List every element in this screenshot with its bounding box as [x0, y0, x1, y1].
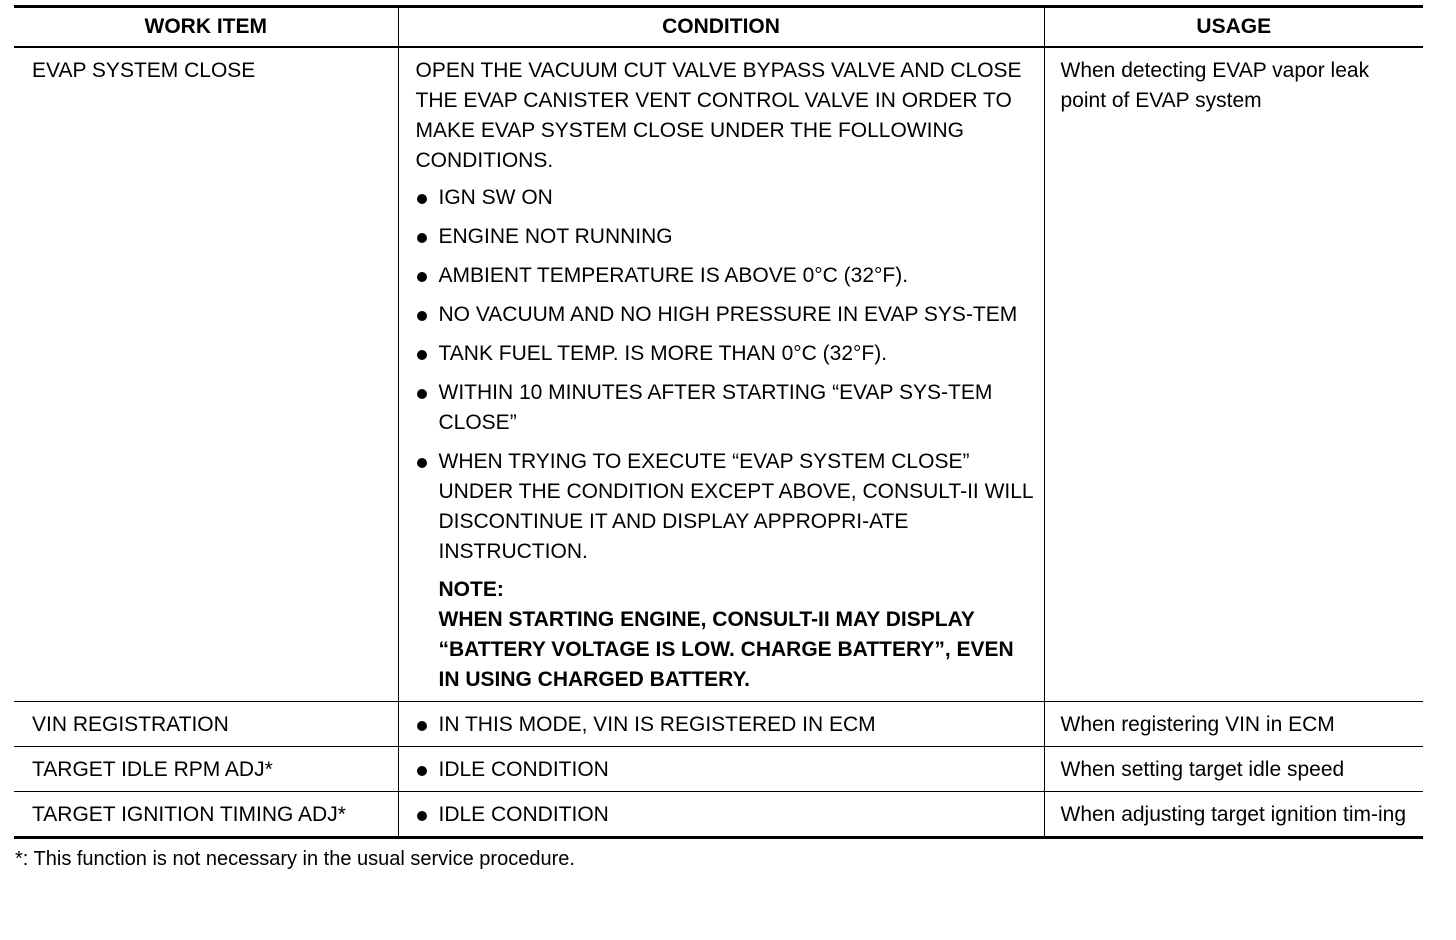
- condition-item: IN THIS MODE, VIN IS REGISTERED IN ECM: [416, 710, 1036, 740]
- usage-cell: When setting target idle speed: [1044, 747, 1423, 792]
- condition-item: IDLE CONDITION: [416, 800, 1036, 830]
- condition-item: NO VACUUM AND NO HIGH PRESSURE IN EVAP SYS-TEM: [416, 300, 1036, 330]
- work-item-cell: TARGET IDLE RPM ADJ*: [14, 747, 398, 792]
- condition-item: IGN SW ON: [416, 183, 1036, 213]
- condition-cell: [398, 47, 1044, 702]
- condition-cell: [398, 747, 1044, 792]
- work-support-sheet: [14, 5, 1423, 872]
- table-header-row: [14, 7, 1423, 48]
- header-usage: USAGE: [1044, 7, 1423, 48]
- condition-list: [416, 800, 1036, 830]
- note-text: WHEN STARTING ENGINE, CONSULT-II MAY DISPLAY “BATTERY VOLTAGE IS LOW. CHARGE BATTERY”, EVEN IN USING CHARGED BATTERY.: [438, 608, 1014, 691]
- table-row: [14, 747, 1423, 792]
- note-block: [439, 575, 1036, 695]
- condition-item: IDLE CONDITION: [416, 755, 1036, 785]
- condition-item: TANK FUEL TEMP. IS MORE THAN 0°C (32°F).: [416, 339, 1036, 369]
- condition-list: [416, 710, 1036, 740]
- work-support-table: [14, 5, 1423, 839]
- table-row: [14, 47, 1423, 702]
- work-item-cell: VIN REGISTRATION: [14, 702, 398, 747]
- work-item-cell: EVAP SYSTEM CLOSE: [14, 47, 398, 702]
- condition-item: WHEN TRYING TO EXECUTE “EVAP SYSTEM CLOSE” UNDER THE CONDITION EXCEPT ABOVE, CONSULT-II WILL DISCONTINUE IT AND DISPLAY APPROPRI-ATE INSTRUCTION.: [416, 447, 1036, 567]
- table-row: [14, 792, 1423, 838]
- usage-cell: When registering VIN in ECM: [1044, 702, 1423, 747]
- footnote: *: This function is not necessary in the usual service procedure.: [15, 848, 575, 870]
- note-label: NOTE:: [438, 578, 504, 601]
- condition-intro: OPEN THE VACUUM CUT VALVE BYPASS VALVE AND CLOSE THE EVAP CANISTER VENT CONTROL VALVE IN ORDER TO MAKE EVAP SYSTEM CLOSE UNDER THE FOLLOWING CONDITIONS.: [415, 59, 1022, 172]
- condition-cell: [398, 792, 1044, 838]
- work-item-cell: TARGET IGNITION TIMING ADJ*: [14, 792, 398, 838]
- header-condition: CONDITION: [398, 7, 1044, 48]
- usage-cell: When adjusting target ignition tim-ing: [1044, 792, 1423, 838]
- condition-item: WITHIN 10 MINUTES AFTER STARTING “EVAP SYS-TEM CLOSE”: [416, 378, 1036, 438]
- table-row: [14, 702, 1423, 747]
- condition-item: AMBIENT TEMPERATURE IS ABOVE 0°C (32°F).: [416, 261, 1036, 291]
- usage-cell: When detecting EVAP vapor leak point of EVAP system: [1044, 47, 1423, 702]
- condition-item: ENGINE NOT RUNNING: [416, 222, 1036, 252]
- condition-list: [416, 755, 1036, 785]
- header-work-item: WORK ITEM: [14, 7, 398, 48]
- condition-cell: [398, 702, 1044, 747]
- condition-list: [416, 183, 1036, 567]
